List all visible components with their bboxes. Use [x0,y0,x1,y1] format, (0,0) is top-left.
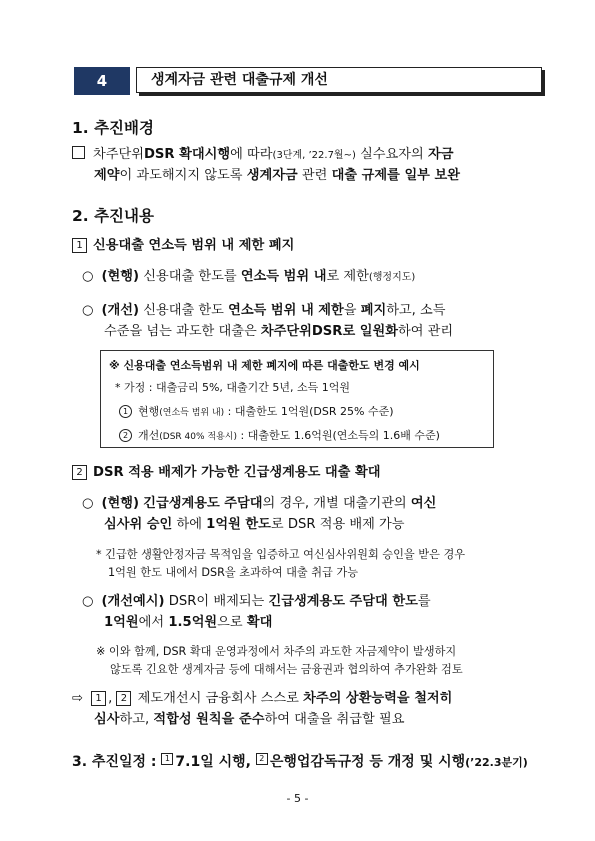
arrow-right-icon: ⇨ [72,691,84,706]
page-number: - 5 - [286,792,309,805]
item-2-bullet-2-line-1: ○ (개선예시) DSR이 배제되는 긴급생계용도 주담대 한도를 [82,594,431,609]
item-2-footnote-line-1: * 긴급한 생활안정자금 목적임을 입증하고 여신심사위원회 승인을 받은 경우 [96,548,466,561]
note-current: 1 현행(연소득 범위 내) : 대출한도 1억원(DSR 25% 수준) [119,403,394,419]
box-number-1-icon: 1 [72,238,87,253]
note-title: ※ 신용대출 연소득범위 내 제한 폐지에 따른 대출한도 변경 예시 [109,359,420,372]
item-1-bullet-2-line-2: 수준을 넘는 과도한 대출은 차주단위DSR로 일원화하여 관리 [104,324,454,339]
item-2-bullet-1-line-1: ○ (현행) 긴급생계용도 주담대의 경우, 개별 대출기관의 여신 [82,496,437,511]
heading-background: 1. 추진배경 [72,119,154,137]
circle-bullet-icon: ○ [82,496,94,511]
box-number-1-icon: 1 [161,753,173,765]
box-number-2-icon: 2 [72,465,87,480]
circled-number-1-icon: 1 [119,405,132,418]
item-1-bullet-1: ○ (현행) 신용대출 한도를 연소득 범위 내로 제한(행정지도) [82,269,416,284]
arrow-conclusion-line-2: 심사하고, 적합성 원칙을 준수하여 대출을 취급할 필요 [94,712,405,727]
example-note-box [100,350,494,448]
item-2-title: 2 DSR 적용 배제가 가능한 긴급생계용도 대출 확대 [72,463,380,483]
item-1-title: 1 신용대출 연소득 범위 내 제한 폐지 [72,236,294,256]
section-number: 4 [74,67,130,95]
heading-schedule: 3. 추진일정 : 1 7.1일 시행, 2 은행업감독규정 등 개정 및 시행(’22.3분기) [72,754,528,770]
item-1-bullet-2-line-1: ○ (개선) 신용대출 한도 연소득 범위 내 제한을 폐지하고, 소득 [82,303,446,318]
item-2-remark-line-2: 않도록 긴요한 생계자금 등에 대해서는 금융권과 협의하여 추가완화 검토 [110,663,463,676]
section-header [74,67,532,95]
item-2-footnote-line-2: 1억원 한도 내에서 DSR을 초과하여 대출 취급 가능 [108,566,359,579]
item-2-bullet-2-line-2: 1억원에서 1.5억원으로 확대 [104,615,273,630]
arrow-conclusion-line-1: ⇨ 1 , 2 제도개선시 금융회사 스스로 차주의 상환능력을 철저히 [72,691,453,706]
note-improved: 2 개선(DSR 40% 적용시) : 대출한도 1.6억원(연소득의 1.6배 수준) [119,427,440,443]
square-bullet-icon [72,146,85,159]
circle-bullet-icon: ○ [82,269,94,284]
circle-bullet-icon: ○ [82,594,94,609]
box-number-2-icon: 2 [116,691,131,706]
heading-contents: 2. 추진내용 [72,207,154,225]
item-2-bullet-1-line-2: 심사위 승인 하에 1억원 한도로 DSR 적용 배제 가능 [104,517,405,532]
background-line-2: 제약이 과도해지지 않도록 생계자금 관련 대출 규제를 일부 보완 [94,168,460,183]
circle-bullet-icon: ○ [82,303,94,318]
section-title: 생계자금 관련 대출규제 개선 [136,67,542,93]
circled-number-2-icon: 2 [119,429,132,442]
box-number-2-icon: 2 [256,753,268,765]
background-line-1: 차주단위DSR 확대시행에 따라(3단계, ’22.7월~) 실수요자의 자금 [72,145,453,166]
box-number-1-icon: 1 [91,691,106,706]
note-assumption: * 가정 : 대출금리 5%, 대출기간 5년, 소득 1억원 [115,381,351,394]
item-2-remark-line-1: ※ 이와 함께, DSR 확대 운영과정에서 차주의 과도한 자금제약이 발생하지 [96,645,457,658]
